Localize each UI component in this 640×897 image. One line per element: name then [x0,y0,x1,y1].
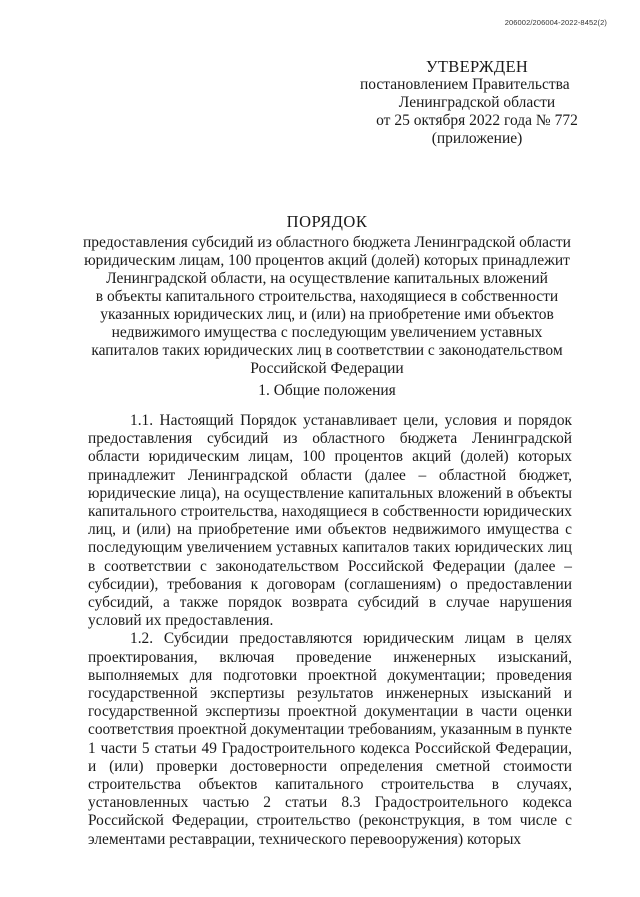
subtitle-line: Российской Федерации [250,360,404,377]
approval-heading: УТВЕРЖДЕН [425,57,529,76]
approval-stamp-block [357,58,597,148]
subtitle-line: указанных юридических лиц, и (или) на приобретение ими объектов [100,306,554,323]
section-heading: 1. Общие положения [258,382,396,399]
subtitle-line: в объекты капитального строительства, находящиеся в собственности [95,288,559,305]
document-registration-number: 206002/206004-2022-8452(2) [504,18,607,27]
paragraph-1-1: 1.1. Настоящий Порядок устанавливает цели, условия и порядок предоставления субсидий из областного бюджета Ленинградской области юридическим лицам, 100 процентов акций (долей) которых принадлежит Ленинградской области (далее – областной бюджет, юридические лица), на осуществление капитальных вложений в объекты капитального строительства, находящиеся в собственности юридических лиц, и (или) на приобретение ими объектов недвижимого имущества с последующим увеличением уставных капиталов таких юридических лиц в соответствии с законодательством Российской Федерации (далее – субсидии), требования к договорам (соглашениям) о предоставлении субсидий, а также порядок возврата субсидий в случае нарушения условий их предоставления. [88,412,572,630]
subtitle-line: предоставления субсидий из областного бюджета Ленинградской области [83,234,571,251]
subtitle-line: Ленинградской области, на осуществление капитальных вложений [106,270,548,287]
document-title-block [82,213,572,378]
approval-line-3: от 25 октября 2022 года № 772 [376,112,578,129]
approval-line-4: (приложение) [431,130,523,147]
subtitle-line: недвижимого имущества с последующим увеличением уставных [111,324,543,341]
approval-line-1: постановлением Правительства [360,76,570,93]
subtitle-line: капиталов таких юридических лиц в соответствии с законодательством [91,342,563,359]
paragraph-1-2: 1.2. Субсидии предоставляются юридическим лицам в целях проектирования, включая проведение инженерных изысканий, выполняемых для подготовки проектной документации; проведения государственной экспертизы результатов инженерных изысканий и государственной экспертизы проектной документации в части оценки соответствия проектной документации требованиям, указанным в пункте 1 части 5 статьи 49 Градостроительного кодекса Российской Федерации, и (или) проверки достоверности определения сметной стоимости строительства объектов капитального строительства в случаях, установленных частью 2 статьи 8.3 Градостроительного кодекса Российской Федерации, строительство (реконструкция, в том числе с элементами реставрации, технического перевооружения) которых [88,630,572,848]
document-body [88,412,572,849]
subtitle-line: юридическим лицам, 100 процентов акций (долей) которых принадлежит [84,252,570,269]
document-title: ПОРЯДОК [286,212,368,231]
approval-line-2: Ленинградской области [398,94,556,111]
